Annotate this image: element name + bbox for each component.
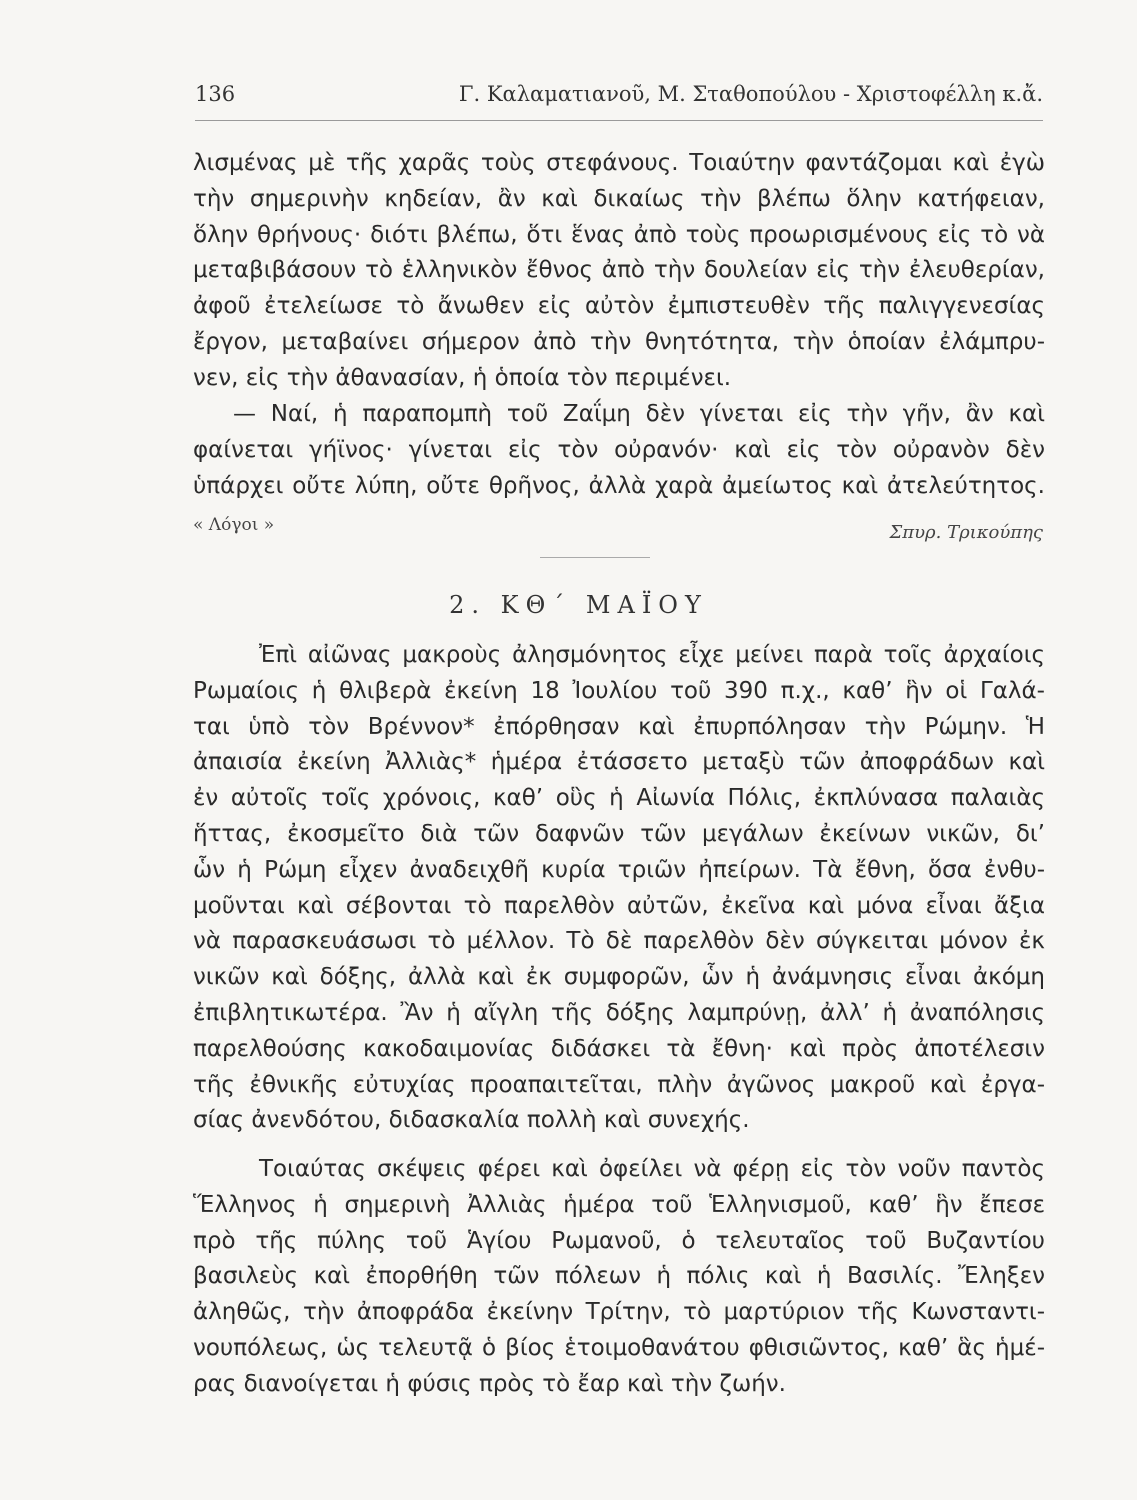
text-line: τῆς ἐθνικῆς εὐτυχίας προαπαιτεῖται, πλὴν ἀγῶνος μακροῦ καὶ ἐργα- (193, 1071, 1045, 1098)
text-line: Τοιαύτας σκέψεις φέρει καὶ ὀφείλει νὰ φέρῃ εἰς τὸν νοῦν παντὸς (259, 1156, 1045, 1182)
quote-author: Σπυρ. Τρικούπης (889, 522, 1043, 543)
header-rule (195, 120, 1043, 121)
section-divider (540, 557, 650, 558)
text-line: ἔργον, μεταβαίνει σήμερον ἀπὸ τὴν θνητότητα, τὴν ὁποίαν ἐλάμπρυ- (193, 328, 1045, 355)
page-number: 136 (195, 82, 236, 106)
page-header (195, 82, 1043, 106)
paragraph-4 (193, 1152, 1045, 1403)
text-line: φαίνεται γήϊνος· γίνεται εἰς τὸν οὐρανόν· καὶ εἰς τὸν οὐρανὸν δὲν (193, 436, 1045, 463)
text-line: ται ὑπὸ τὸν Βρέννον* ἐπόρθησαν καὶ ἐπυρπόλησαν τὴν Ρώμην. Ἡ (193, 713, 1045, 740)
paragraph-2 (193, 397, 1045, 504)
text-line: ρας διανοίγεται ἡ φύσις πρὸς τὸ ἔαρ καὶ τὴν ζωήν. (193, 1370, 786, 1397)
text-line: — Ναί, ἡ παραπομπὴ τοῦ Ζαΐμη δὲν γίνεται εἰς τὴν γῆν, ἂν καὶ (233, 401, 1045, 427)
text-line: μεταβιβάσουν τὸ ἑλληνικὸν ἔθνος ἀπὸ τὴν δουλείαν εἰς τὴν ἐλευθερίαν, (193, 257, 1045, 284)
running-head: Γ. Καλαματιανοῦ, Μ. Σταθοπούλου - Χριστοφέλλη κ.ἄ. (458, 82, 1043, 106)
text-line: ὧν ἡ Ρώμη εἶχεν ἀναδειχθῆ κυρία τριῶν ἠπείρων. Τὰ ἔθνη, ὅσα ἐνθυ- (193, 856, 1045, 883)
text-line: ὑπάρχει οὔτε λύπη, οὔτε θρῆνος, ἀλλὰ χαρὰ ἀμείωτος καὶ ἀτελεύτητος. (193, 472, 1045, 499)
text-line: βασιλεὺς καὶ ἐπορθήθη τῶν πόλεων ἡ πόλις καὶ ἡ Βασιλίς. Ἔληξεν (193, 1263, 1045, 1290)
text-line: νεν, εἰς τὴν ἀθανασίαν, ἡ ὁποία τὸν περιμένει. (193, 364, 732, 391)
paragraph-3 (193, 638, 1045, 1139)
quote-source: « Λόγοι » (193, 515, 275, 535)
text-line: νικῶν καὶ δόξης, ἀλλὰ καὶ ἐκ συμφορῶν, ὧν ἡ ἀνάμνησις εἶναι ἀκόμη (193, 964, 1045, 991)
text-line: πρὸ τῆς πύλης τοῦ Ἁγίου Ρωμανοῦ, ὁ τελευταῖος τοῦ Βυζαντίου (193, 1227, 1045, 1254)
paragraph-1 (193, 146, 1045, 397)
text-line: Ρωμαίοις ἡ θλιβερὰ ἐκείνη 18 Ἰουλίου τοῦ 390 π.χ., καθ’ ἣν οἱ Γαλά- (193, 677, 1045, 704)
text-line: ἀφοῦ ἐτελείωσε τὸ ἄνωθεν εἰς αὐτὸν ἐμπιστευθὲν τῆς παλιγγενεσίας (193, 293, 1045, 320)
text-line: Ἕλληνος ἡ σημερινὴ Ἀλλιὰς ἡμέρα τοῦ Ἑλληνισμοῦ, καθ’ ἣν ἔπεσε (193, 1191, 1045, 1218)
text-line: ἥττας, ἐκοσμεῖτο διὰ τῶν δαφνῶν τῶν μεγάλων ἐκείνων νικῶν, δι’ (193, 820, 1045, 847)
section-title: 2. ΚΘ΄ ΜΑΪΟΥ (449, 591, 708, 619)
text-line: Ἐπὶ αἰῶνας μακροὺς ἀλησμόνητος εἶχε μείνει παρὰ τοῖς ἀρχαίοις (259, 642, 1045, 668)
text-line: νὰ παρασκευάσωσι τὸ μέλλον. Τὸ δὲ παρελθὸν δὲν σύγκειται μόνον ἐκ (193, 928, 1045, 955)
text-line: παρελθούσης κακοδαιμονίας διδάσκει τὰ ἔθνη· καὶ πρὸς ἀποτέλεσιν (193, 1035, 1045, 1062)
text-line: ἀπαισία ἐκείνη Ἀλλιὰς* ἡμέρα ἐτάσσετο μεταξὺ τῶν ἀποφράδων καὶ (193, 749, 1045, 776)
text-line: σίας ἀνενδότου, διδασκαλία πολλὴ καὶ συνεχής. (193, 1107, 750, 1134)
text-line: λισμένας μὲ τῆς χαρᾶς τοὺς στεφάνους. Τοιαύτην φαντάζομαι καὶ ἐγὼ (193, 150, 1045, 176)
text-line: ἐπιβλητικωτέρα. Ἂν ἡ αἴγλη τῆς δόξης λαμπρύνῃ, ἀλλ’ ἡ ἀναπόλησις (193, 999, 1045, 1026)
text-line: ὅλην θρήνους· διότι βλέπω, ὅτι ἕνας ἀπὸ τοὺς προωρισμένους εἰς τὸ νὰ (193, 221, 1045, 248)
text-line: ἐν αὐτοῖς τοῖς χρόνοις, καθ’ οὓς ἡ Αἰωνία Πόλις, ἐκπλύνασα παλαιὰς (193, 785, 1045, 812)
text-line: τὴν σημερινὴν κηδείαν, ἂν καὶ δικαίως τὴν βλέπω ὅλην κατήφειαν, (193, 185, 1045, 212)
text-line: νουπόλεως, ὡς τελευτᾷ ὁ βίος ἑτοιμοθανάτου φθισιῶντος, καθ’ ἃς ἡμέ- (193, 1334, 1045, 1361)
text-line: μοῦνται καὶ σέβονται τὸ παρελθὸν αὐτῶν, ἐκεῖνα καὶ μόνα εἶναι ἄξια (193, 892, 1045, 919)
text-line: ἀληθῶς, τὴν ἀποφράδα ἐκείνην Τρίτην, τὸ μαρτύριον τῆς Κωνσταντι- (193, 1299, 1045, 1326)
